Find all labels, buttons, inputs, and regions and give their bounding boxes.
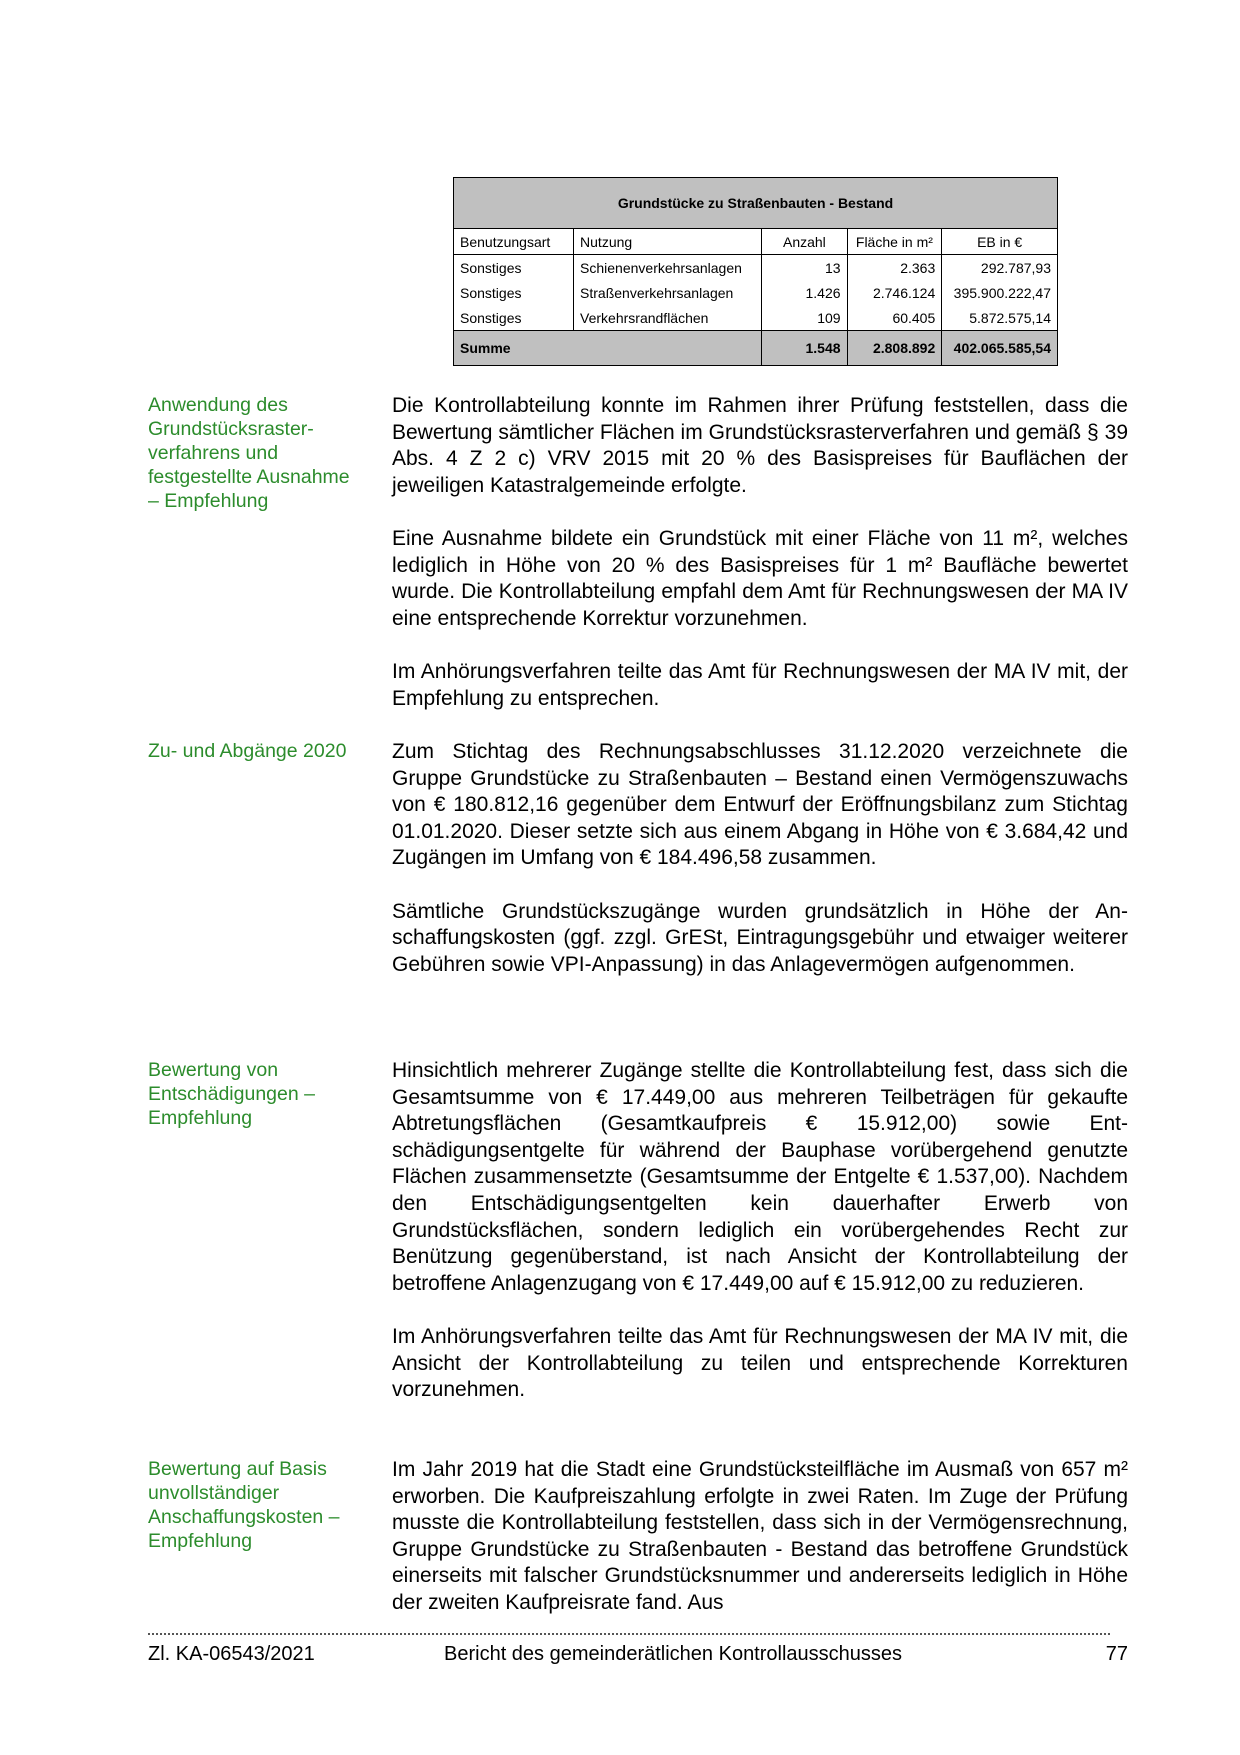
footer-divider bbox=[148, 1633, 1110, 1635]
paragraph: Im Jahr 2019 hat die Stadt eine Grundstücksteilfläche im Ausmaß von 657 m² erworben. Die Kaufpreiszahlung erfolgte in zwei Raten. Im Zuge der Prüfung musste die Kontrollabteilung feststellen, dass sich in der Vermögensrechnung, Gruppe Grundstücke zu Straßenbauten - Bestand das betroffene Grundstück einerseits mit falscher Grundstücksnummer und andererseits lediglich in Höhe der zweiten Kaufpreisrate fand. Aus bbox=[392, 1458, 1128, 1614]
side-label-line: Anschaffungskosten – bbox=[148, 1506, 340, 1528]
paragraph: Im Anhörungsverfahren teilte das Amt für Rechnungswesen der MA IV mit, die Ansicht der Kontrollabteilung zu teilen und entsprechende Korrekturen vorzunehmen. bbox=[392, 1324, 1128, 1402]
paragraph: Die Kontrollabteilung konnte im Rahmen ihrer Prüfung feststellen, dass die Bewertung sämtlicher Flächen im Grundstücksrasterverfahren und gemäß § 39 Abs. 4 Z 2 c) VRV 2015 mit 20 % des Basispreises für Bauflächen der jeweiligen Katastralgemeinde erfolgte. bbox=[392, 394, 1128, 497]
section-body bbox=[392, 1457, 1128, 1617]
table-title-row bbox=[454, 178, 1058, 229]
bestand-table bbox=[453, 177, 1058, 366]
side-label bbox=[148, 1457, 373, 1553]
side-label-line: – Empfehlung bbox=[148, 490, 269, 512]
page-number: 77 bbox=[1105, 1643, 1128, 1665]
sum-label: Summe bbox=[454, 331, 762, 366]
column-header-nutzung: Nutzung bbox=[574, 229, 762, 255]
section-body bbox=[392, 393, 1128, 712]
cell-flaeche: 60.405 bbox=[847, 305, 942, 331]
cell-eb: 395.900.222,47 bbox=[942, 280, 1058, 305]
cell-nutzung: Schienenverkehrsanlagen bbox=[574, 255, 762, 281]
sum-flaeche: 2.808.892 bbox=[847, 331, 942, 366]
cell-benutzungsart: Sonstiges bbox=[460, 309, 522, 326]
section-body bbox=[392, 739, 1128, 978]
side-label-line: Empfehlung bbox=[148, 1530, 253, 1552]
paragraph: Hinsichtlich mehrerer Zugänge stellte die Kontrollabteilung fest, dass sich die Gesamtsumme von € 17.449,00 aus mehreren Teilbeträgen für gekaufte Abtretungsflächen (Gesamtkaufpreis € 15.912,00) sowie Entschädigungsentgelte für während der Bauphase vorübergehend genutzte Flächen zusammensetzte (Gesamtsumme der Entgelte € 1.537,00). Nachdem den Entschädigungsentgelten kein dauerhafter Erwerb von Grundstücksflächen, sondern lediglich ein vorübergehendes Recht zur Benützung gegenüberstand, ist nach Ansicht der Kontrollabteilung der betroffene Anlagenzugang von € 17.449,00 auf € 15.912,00 zu reduzieren. bbox=[392, 1059, 1128, 1295]
cell-anzahl: 13 bbox=[762, 255, 847, 281]
column-header-benutzungsart: Benutzungsart bbox=[454, 229, 574, 255]
side-label-line: Anwendung des bbox=[148, 394, 288, 416]
side-label-line: unvollständiger bbox=[148, 1482, 280, 1504]
side-label bbox=[148, 393, 373, 513]
side-label-line: Bewertung von bbox=[148, 1059, 279, 1081]
table-row bbox=[454, 305, 1058, 331]
footer-reference: Zl. KA-06543/2021 bbox=[148, 1643, 315, 1665]
column-header-eb: EB in € bbox=[942, 229, 1058, 255]
cell-flaeche: 2.746.124 bbox=[847, 280, 942, 305]
column-header-flaeche: Fläche in m² bbox=[847, 229, 942, 255]
paragraph: Eine Ausnahme bildete ein Grundstück mit einer Fläche von 11 m², welches lediglich in Höhe von 20 % des Basispreises für 1 m² Baufläche bewertet wurde. Die Kontrollabteilung empfahl dem Amt für Rechnungswesen der MA IV eine entsprechende Korrektur vorzunehmen. bbox=[392, 526, 1128, 630]
paragraph: Im Anhörungsverfahren teilte das Amt für Rechnungswesen der MA IV mit, der Empfehlung zu entsprechen. bbox=[392, 659, 1128, 710]
cell-nutzung: Straßenverkehrsanlagen bbox=[574, 280, 762, 305]
side-label-line: Grundstücksraster- bbox=[148, 418, 314, 440]
side-label bbox=[148, 1058, 373, 1130]
cell-eb: 5.872.575,14 bbox=[942, 305, 1058, 331]
side-label-line: verfahrens und bbox=[148, 442, 279, 464]
paragraph: Zum Stichtag des Rechnungsabschlusses 31.12.2020 verzeichnete die Gruppe Grundstücke zu Straßenbauten – Bestand einen Vermögenszuwachs von € 180.812,16 gegenüber dem Entwurf der Eröffnungsbilanz zum Stichtag 01.01.2020. Dieser setzte sich aus einem Abgang in Höhe von € 3.684,42 und Zugängen im Umfang von € 184.496,58 zusammen. bbox=[392, 740, 1128, 870]
side-label-line: Zu- und Abgänge 2020 bbox=[148, 740, 347, 762]
column-header-anzahl: Anzahl bbox=[762, 229, 847, 255]
table-sum-row bbox=[454, 331, 1058, 366]
cell-anzahl: 109 bbox=[762, 305, 847, 331]
side-label-line: Entschädigungen – bbox=[148, 1083, 315, 1105]
table-header-row bbox=[454, 229, 1058, 255]
cell-benutzungsart: Sonstiges bbox=[460, 284, 522, 301]
side-label bbox=[148, 739, 373, 763]
table-row bbox=[454, 280, 1058, 305]
cell-nutzung: Verkehrsrandflächen bbox=[574, 305, 762, 331]
side-label-line: Empfehlung bbox=[148, 1107, 253, 1129]
side-label-line: Bewertung auf Basis bbox=[148, 1458, 327, 1480]
cell-flaeche: 2.363 bbox=[847, 255, 942, 281]
cell-anzahl: 1.426 bbox=[762, 280, 847, 305]
sum-anzahl: 1.548 bbox=[762, 331, 847, 366]
footer-title: Bericht des gemeinderätlichen Kontrollausschusses bbox=[444, 1643, 903, 1665]
table-row bbox=[454, 255, 1058, 281]
table-title: Grundstücke zu Straßenbauten - Bestand bbox=[454, 178, 1058, 229]
sum-eb: 402.065.585,54 bbox=[942, 331, 1058, 366]
section-body bbox=[392, 1058, 1128, 1404]
side-label-line: festgestellte Ausnahme bbox=[148, 466, 350, 488]
cell-benutzungsart: Sonstiges bbox=[460, 259, 522, 276]
paragraph: Sämtliche Grundstückszugänge wurden grundsätzlich in Höhe der Anschaffungskosten (ggf. zzgl. GrESt, Eintragungsgebühr und etwaiger weiterer Gebühren sowie VPI-Anpassung) in das Anlagevermögen aufgenommen. bbox=[392, 899, 1128, 976]
cell-eb: 292.787,93 bbox=[942, 255, 1058, 281]
page-footer bbox=[148, 1641, 1128, 1667]
